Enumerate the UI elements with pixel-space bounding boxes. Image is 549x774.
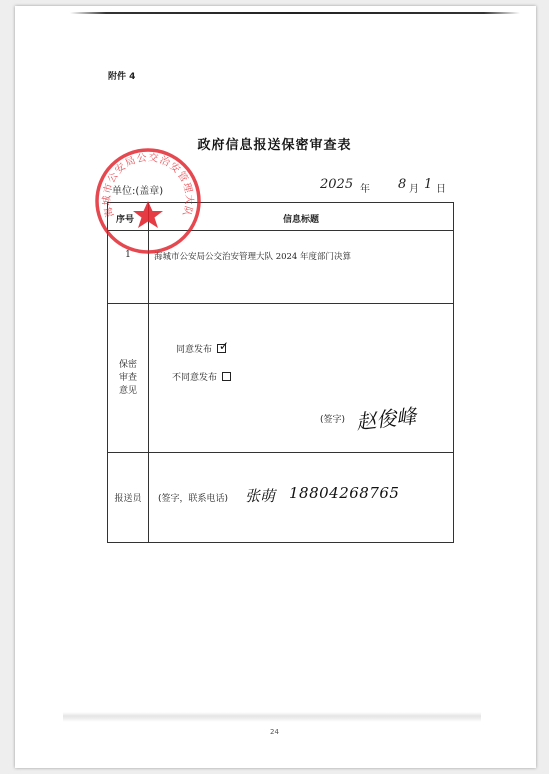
date-month-handwritten: 8 [398, 177, 407, 192]
disagree-label: 不同意发布 [172, 373, 218, 383]
header-no: 序号 [116, 215, 135, 225]
review-label-line1: 保密 [118, 360, 137, 370]
page-number: 24 [270, 728, 279, 736]
date-year-char: 年 [360, 184, 370, 195]
review-label [108, 359, 148, 398]
row-no: 1 [125, 250, 131, 260]
date-year-handwritten: 2025 [320, 177, 354, 192]
header-title: 信息标题 [282, 215, 319, 225]
date-month-char: 月 [409, 184, 419, 195]
check-mark-icon: ✓ [218, 339, 229, 353]
agree-checkbox [217, 339, 229, 353]
agree-label: 同意发布 [176, 345, 213, 355]
row-title: 海城市公安局公交治安管理大队 2024 年度部门决算 [154, 252, 352, 262]
reporter-signature: 张萌 [245, 487, 276, 505]
unit-label: 单位:(盖章) [112, 186, 164, 197]
official-seal-icon [92, 145, 204, 257]
date-day-char: 日 [436, 184, 446, 195]
svg-text:海城市公安局公交治安管理大队: 海城市公安局公交治安管理大队 [101, 152, 195, 219]
reporter-label: 报送员 [114, 494, 142, 504]
review-label-line3: 意见 [118, 386, 137, 396]
form-title: 政府信息报送保密审查表 [197, 138, 352, 153]
review-signature: 赵俊峰 [355, 403, 418, 435]
review-sign-label: (签字) [320, 415, 346, 425]
disagree-option [172, 370, 231, 383]
reporter-phone: 18804268765 [289, 484, 400, 502]
row-divider-review [108, 452, 453, 453]
scan-top-edge [70, 12, 520, 14]
date-day-handwritten: 1 [424, 177, 433, 192]
row-divider-items [108, 303, 453, 304]
reporter-sign-label: (签字，联系电话) [158, 494, 229, 504]
review-label-line2: 审查 [118, 373, 137, 383]
agree-option [176, 339, 229, 355]
attachment-label: 附件 4 [108, 72, 136, 82]
scan-bottom-band [63, 712, 481, 722]
disagree-checkbox [222, 372, 231, 381]
